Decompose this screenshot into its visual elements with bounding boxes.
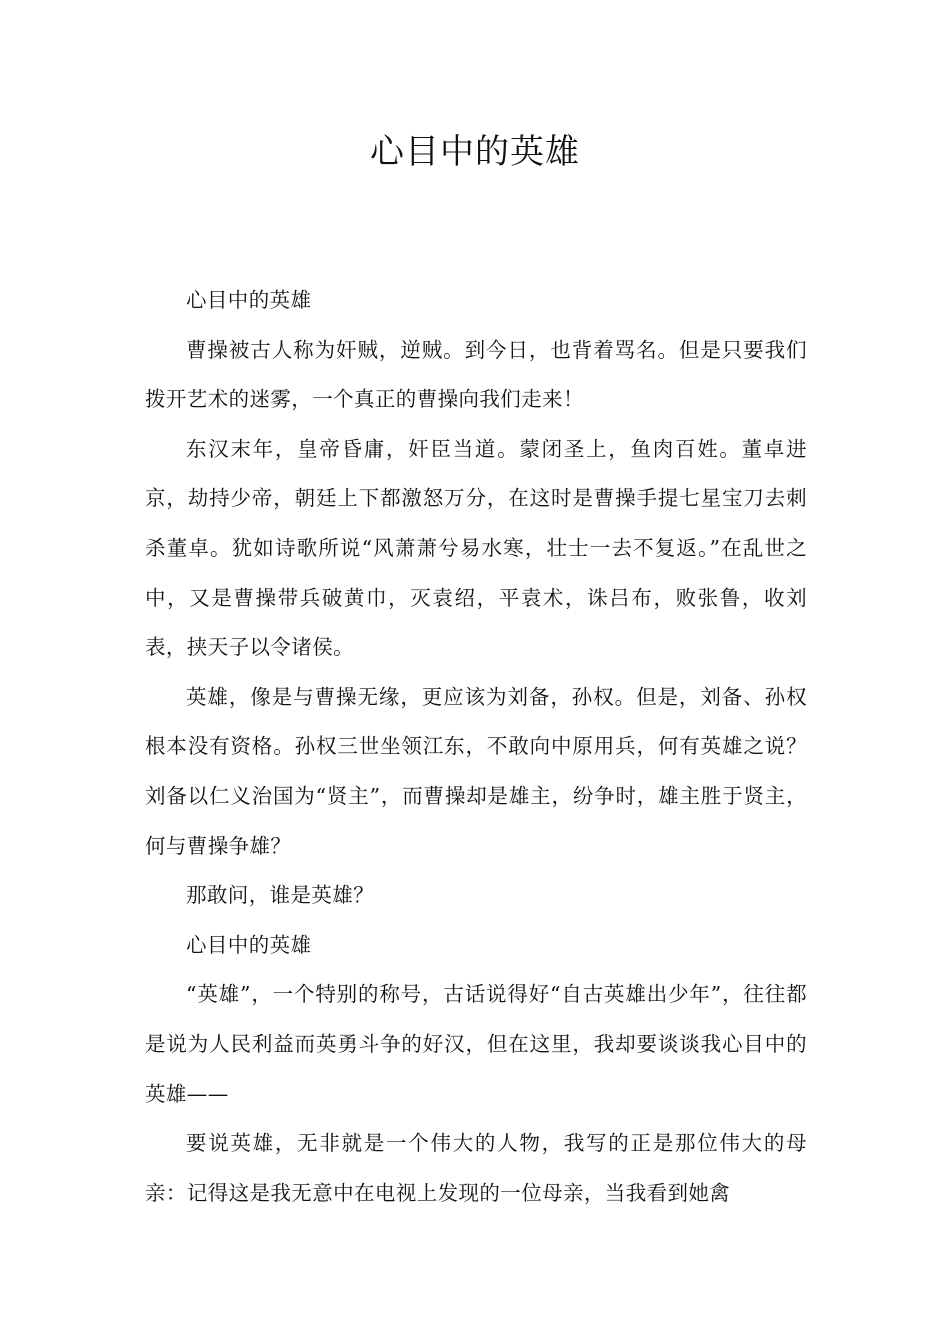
paragraph: 英雄，像是与曹操无缘，更应该为刘备，孙权。但是，刘备、孙权根本没有资格。孙权三世坐领江东，不敢向中原用兵，何有英雄之说？刘备以仁义治国为“贤主”，而曹操却是雄主，纷争时，雄主胜于贤主，何与曹操争雄？	[145, 684, 807, 858]
paragraph: 那敢问，谁是英雄？	[186, 883, 375, 908]
paragraph: “英雄”，一个特别的称号，古话说得好“自古英雄出少年”，往往都是说为人民利益而英勇斗争的好汉，但在这里，我却要谈谈我心目中的英雄——	[145, 982, 807, 1106]
document-title: 心目中的英雄	[370, 132, 580, 172]
document-body	[145, 276, 807, 1218]
paragraph: 心目中的英雄	[186, 288, 312, 312]
paragraph: 曹操被古人称为奸贼，逆贼。到今日，也背着骂名。但是只要我们拨开艺术的迷雾，一个真正的曹操向我们走来！	[145, 337, 807, 412]
paragraph: 要说英雄，无非就是一个伟大的人物，我写的正是那位伟大的母亲：记得这是我无意中在电视上发现的一位母亲，当我看到她禽	[145, 1131, 807, 1205]
paragraph: 东汉末年，皇帝昏庸，奸臣当道。蒙闭圣上，鱼肉百姓。董卓进京，劫持少帝，朝廷上下都激怒万分，在这时是曹操手提七星宝刀去刺杀董卓。犹如诗歌所说“风萧萧兮易水寒，壮士一去不复返。”在乱世之中，又是曹操带兵破黄巾，灭袁绍，平袁术，诛吕布，败张鲁，收刘表，挟天子以令诸侯。	[145, 436, 807, 660]
paragraph: 心目中的英雄	[186, 932, 312, 957]
